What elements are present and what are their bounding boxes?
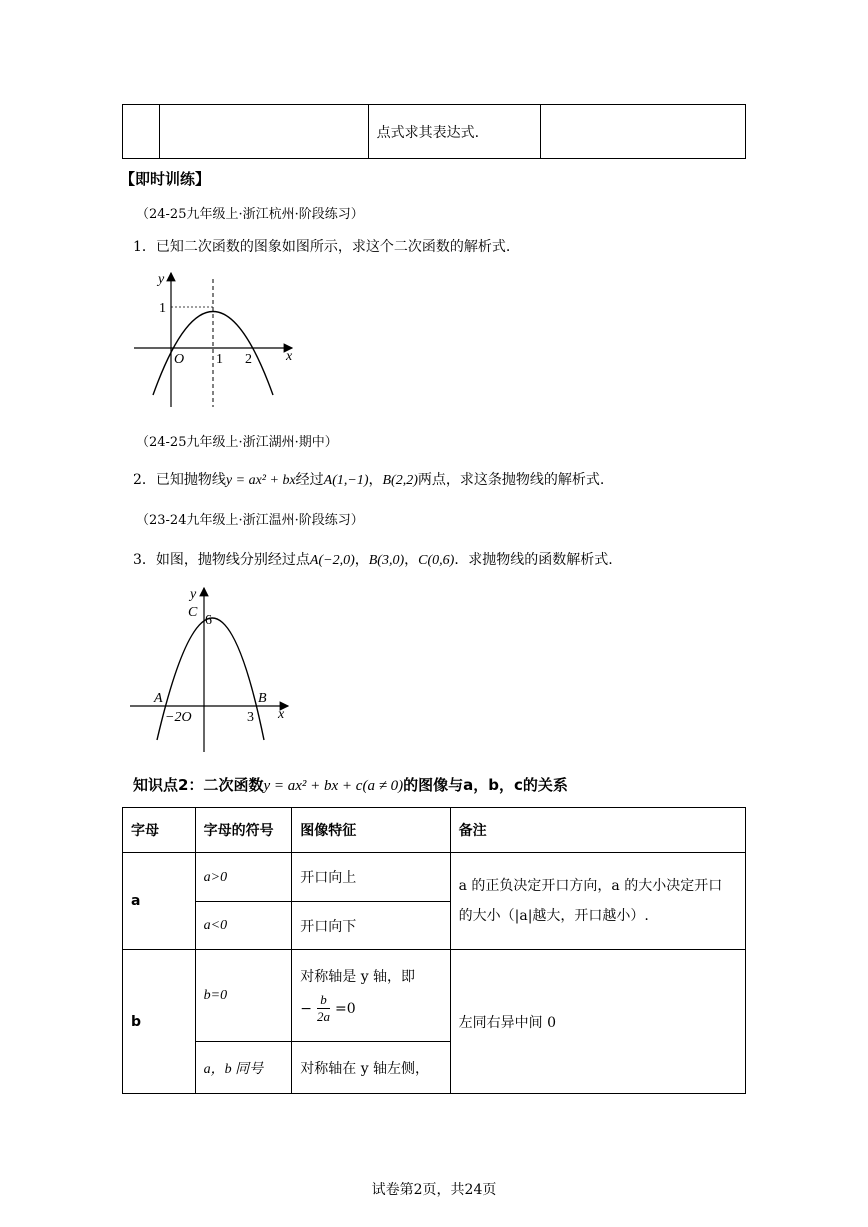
point-a-label: A — [154, 691, 163, 706]
table-header: 字母 — [123, 808, 196, 853]
table-cell: a，b 同号 — [195, 1042, 292, 1094]
neg-two-origin-label: −2O — [165, 710, 192, 725]
knowledge-heading — [133, 774, 568, 795]
q3-prefix: 3．如图，抛物线分别经过点 — [133, 552, 310, 568]
q2-middle: 经过 — [295, 472, 324, 488]
y-axis-label: y — [190, 587, 197, 602]
table-cell: b=0 — [195, 950, 292, 1042]
table-header: 字母的符号 — [195, 808, 292, 853]
q1-text: 1．已知二次函数的图象如图所示，求这个二次函数的解析式. — [133, 239, 511, 255]
table-cell: 开口向上 — [292, 853, 450, 902]
knowledge-formula: y = ax² + bx + c(a ≠ 0) — [263, 778, 404, 794]
y-axis-label: y — [158, 272, 165, 287]
table-cell: a<0 — [195, 902, 292, 950]
table-cell: a — [123, 853, 196, 950]
q2-suffix: 两点，求这条抛物线的解析式. — [417, 472, 605, 488]
table-cell — [159, 105, 368, 159]
table-cell: a>0 — [195, 853, 292, 902]
q1-graph — [128, 265, 308, 415]
q3-text — [133, 549, 613, 569]
origin-label: O — [174, 352, 185, 367]
q3-point-a: A(−2,0) — [309, 553, 355, 568]
table-cell: 开口向下 — [292, 902, 450, 950]
abc-relation-table — [122, 807, 746, 1094]
section-heading: 【即时训练】 — [120, 170, 211, 188]
fraction-tail: =0 — [334, 1000, 356, 1017]
table-cell — [541, 105, 746, 159]
table-cell — [450, 853, 745, 950]
q2-text — [133, 469, 604, 489]
table-row — [123, 950, 746, 1042]
table-cell: b — [123, 950, 196, 1094]
table-header-row — [123, 808, 746, 853]
x-axis-label: x — [286, 349, 293, 364]
fraction-expr: − $\frac{b}{2a}$ =0 — [300, 992, 356, 1024]
table-cell — [292, 950, 450, 1042]
q3-point-b: B(3,0) — [368, 553, 405, 568]
tick-label: 6 — [205, 613, 212, 628]
x-axis-label: x — [278, 707, 285, 722]
q1-source: （24-25九年级上·浙江杭州·阶段练习） — [136, 207, 364, 222]
knowledge-prefix: 知识点2：二次函数 — [133, 776, 264, 794]
page-footer: 试卷第2页，共24页 — [371, 1182, 497, 1198]
tick-label: 1 — [216, 352, 223, 367]
point-b-label: B — [258, 691, 267, 706]
q3-point-c: C(0,6) — [418, 553, 455, 568]
table-row — [123, 853, 746, 902]
q3-suffix: ．求抛物线的函数解析式. — [454, 552, 613, 568]
tick-label: 1 — [159, 301, 166, 316]
knowledge-suffix: 的图像与a，b，c的关系 — [403, 776, 568, 794]
note-line: a 的正负决定开口方向，a 的大小决定开口 — [458, 878, 723, 894]
fraction — [314, 992, 333, 1025]
q2-prefix: 2．已知抛物线 — [133, 472, 226, 488]
table-header: 备注 — [450, 808, 745, 853]
tick-label: 3 — [247, 710, 254, 725]
feature-line: 对称轴是 y 轴，即 — [300, 969, 416, 985]
point-c-label: C — [188, 605, 198, 620]
table-header: 图像特征 — [292, 808, 450, 853]
q2-point-a: A(1,−1) — [323, 473, 369, 488]
note-line: 的大小（|a|越大，开口越小）. — [458, 908, 649, 924]
fraction-numerator: b — [317, 992, 330, 1009]
q2-source: （24-25九年级上·浙江湖州·期中） — [136, 435, 338, 450]
table-cell: 左同右异中间 0 — [450, 950, 745, 1094]
q3-graph — [126, 580, 296, 760]
q2-point-b: B(2,2) — [382, 473, 418, 488]
top-table-fragment — [122, 104, 746, 159]
table-cell: 对称轴在 y 轴左侧， — [292, 1042, 450, 1094]
q3-sep1: ， — [354, 552, 369, 568]
q2-formula: y = ax² + bx — [225, 473, 296, 488]
table-cell — [123, 105, 160, 159]
table-cell — [368, 105, 541, 159]
fraction-denominator: 2a — [316, 1009, 330, 1024]
q3-source: （23-24九年级上·浙江温州·阶段练习） — [136, 513, 364, 528]
q2-sep: ， — [368, 472, 383, 488]
q3-sep2: ， — [404, 552, 419, 568]
tick-label: 2 — [245, 352, 252, 367]
cell-text: 点式求其表达式. — [376, 124, 480, 141]
